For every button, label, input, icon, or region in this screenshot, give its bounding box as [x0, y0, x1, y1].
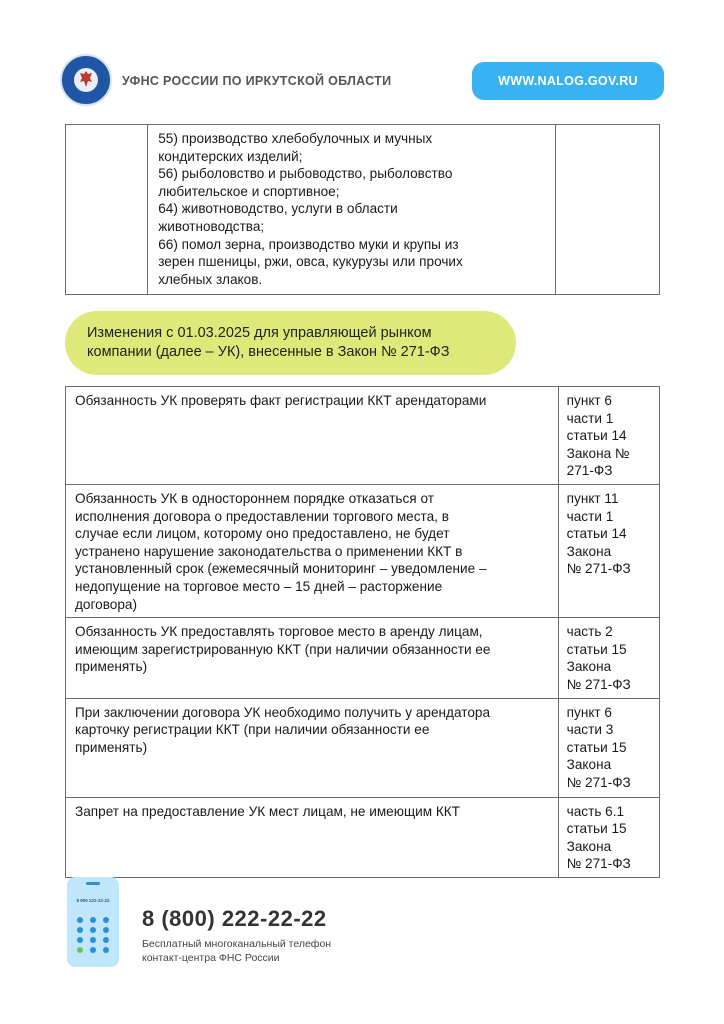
- table-row: [66, 387, 660, 485]
- cell-line: договора): [75, 596, 137, 612]
- banner-line: компании (далее – УК), внесенные в Закон № 271-ФЗ: [87, 344, 450, 360]
- description-cell: [66, 698, 559, 797]
- org-name: УФНС РОССИИ ПО ИРКУТСКОЙ ОБЛАСТИ: [122, 74, 392, 88]
- cell-line: 55) производство хлебобулочных и мучных: [158, 131, 433, 146]
- ref-line: № 271-ФЗ: [566, 774, 631, 790]
- ref-line: часть 2: [566, 624, 613, 640]
- activities-table: [65, 124, 660, 295]
- empty-cell: [66, 125, 148, 295]
- activities-cell: [148, 125, 556, 295]
- table-row: [66, 484, 660, 617]
- eagle-icon: [79, 70, 93, 88]
- law-reference-cell: [558, 484, 659, 617]
- keypad-key: [90, 917, 96, 923]
- hotline-caption: [142, 937, 331, 965]
- keypad-key: [103, 927, 109, 933]
- phone-screen-text: 8 800 222-22-22: [76, 898, 110, 903]
- fns-logo: [60, 54, 112, 106]
- keypad-key: [90, 947, 96, 953]
- description-cell: [66, 797, 559, 877]
- phone-speaker: [86, 882, 100, 885]
- keypad-key: [103, 917, 109, 923]
- ref-line: № 271-ФЗ: [566, 676, 631, 692]
- caption-line: Бесплатный многоканальный телефон: [142, 938, 332, 950]
- cell-line: Обязанность УК предоставлять торговое место в аренду лицам,: [75, 624, 483, 640]
- ref-line: пункт 6: [566, 704, 612, 720]
- keypad-key: [103, 947, 109, 953]
- cell-line: Обязанность УК в одностороннем порядке отказаться от: [75, 490, 434, 506]
- ref-line: статьи 14: [566, 526, 627, 542]
- cell-line: 56) рыболовство и рыбоводство, рыболовство: [158, 166, 453, 182]
- cell-line: кондитерских изделий;: [158, 148, 303, 164]
- empty-cell: [556, 125, 660, 295]
- description-cell: [66, 484, 559, 617]
- ref-line: Закона: [566, 659, 612, 675]
- phone-icon: [67, 877, 119, 967]
- law-reference-cell: [558, 698, 659, 797]
- cell-line: При заключении договора УК необходимо получить у арендатора: [75, 704, 490, 720]
- cell-line: устранено нарушение законодательства о применении ККТ в: [75, 543, 463, 559]
- cell-line: любительское и спортивное;: [158, 183, 340, 199]
- keypad-key: [77, 917, 83, 923]
- ref-line: часть 6.1: [566, 803, 625, 819]
- ref-line: № 271-ФЗ: [566, 561, 631, 577]
- ref-line: статьи 14: [566, 428, 627, 444]
- ref-line: Закона: [566, 757, 612, 773]
- page-header: [60, 52, 664, 106]
- table-row: [66, 618, 660, 698]
- table-row: [66, 797, 660, 877]
- cell-line: хлебных злаков.: [158, 271, 263, 287]
- keypad-key: [103, 937, 109, 943]
- cell-line: зерен пшеницы, ржи, овса, кукурузы или прочих: [158, 254, 463, 270]
- ref-line: статьи 15: [566, 821, 627, 837]
- ref-line: пункт 11: [566, 490, 619, 506]
- keypad-key: [90, 927, 96, 933]
- cell-line: установленный срок (ежемесячный мониторинг – уведомление –: [75, 561, 487, 577]
- ref-line: 271-ФЗ: [566, 463, 613, 479]
- keypad-key: [77, 927, 83, 933]
- hotline-number[interactable]: 8 (800) 222-22-22: [142, 906, 327, 931]
- cell-line: карточку регистрации ККТ (при наличии обязанности ее: [75, 722, 430, 738]
- banner-line: Изменения с 01.03.2025 для управляющей рынком: [87, 325, 432, 341]
- cell-line: имеющим зарегистрированную ККТ (при наличии обязанности ее: [75, 641, 491, 657]
- ref-line: пункт 6: [566, 393, 612, 408]
- cell-line: применять): [75, 659, 148, 675]
- ref-line: Закона: [566, 838, 612, 854]
- keypad-key: [77, 937, 83, 943]
- cell-line: Обязанность УК проверять факт регистрации ККТ арендаторами: [75, 393, 487, 408]
- banner-title: [87, 324, 507, 362]
- section-banner: [65, 311, 516, 375]
- ref-line: части 3: [566, 722, 614, 738]
- law-reference-cell: [558, 387, 659, 485]
- cell-line: животноводства;: [158, 218, 265, 234]
- ref-line: № 271-ФЗ: [566, 856, 631, 872]
- description-cell: [66, 618, 559, 698]
- website-link[interactable]: WWW.NALOG.GOV.RU: [472, 62, 664, 100]
- cell-line: 64) животноводство, услуги в области: [158, 201, 398, 217]
- ref-line: части 1: [566, 508, 614, 524]
- table-row: [66, 698, 660, 797]
- table-row: [66, 125, 660, 295]
- cell-line: недопущение на торговое место – 15 дней – расторжение: [75, 578, 443, 594]
- keypad-key: [90, 937, 96, 943]
- law-reference-cell: [558, 618, 659, 698]
- cell-line: Запрет на предоставление УК мест лицам, не имеющим ККТ: [75, 803, 460, 819]
- cell-line: 66) помол зерна, производство муки и крупы из: [158, 236, 459, 252]
- ref-line: статьи 15: [566, 641, 627, 657]
- ref-line: Закона №: [566, 445, 630, 461]
- cell-line: исполнения договора о предоставлении торгового места, в: [75, 508, 449, 524]
- law-reference-cell: [558, 797, 659, 877]
- description-cell: [66, 387, 559, 485]
- ref-line: части 1: [566, 410, 614, 426]
- caption-line: контакт-центра ФНС России: [142, 952, 280, 964]
- changes-table: [65, 386, 660, 878]
- cell-line: применять): [75, 739, 148, 755]
- ref-line: статьи 15: [566, 739, 627, 755]
- keypad-call-key: [77, 947, 83, 953]
- ref-line: Закона: [566, 543, 612, 559]
- cell-line: случае если лицом, которому оно предоставлено, не будет: [75, 526, 450, 542]
